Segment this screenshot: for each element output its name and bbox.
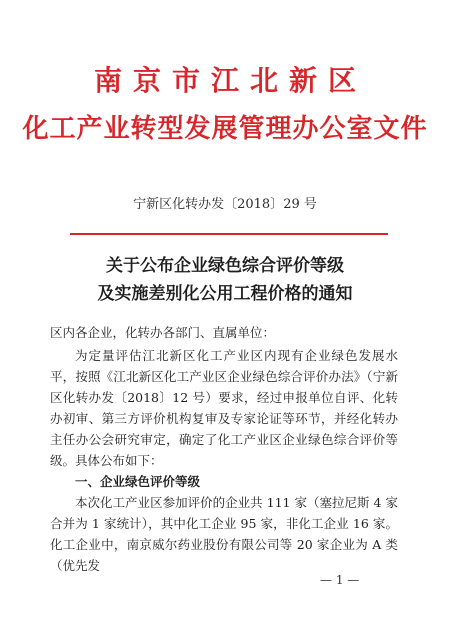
document-number: 宁新区化转办发〔2018〕29 号 bbox=[133, 197, 317, 212]
document-title-line1: 关于公布企业绿色综合评价等级 bbox=[106, 256, 344, 276]
section-heading: 一、企业绿色评价等级 bbox=[75, 474, 201, 489]
body-paragraph-2: 本次化工产业区参加评价的企业共 111 家（塞拉尼斯 4 家合并为 1 家统计），其中化工企业 95 家，非化工企业 16 家。化工企业中，南京威尔药业股份有限公司等 20 家企业为 A 类（优先发 bbox=[50, 495, 398, 573]
document-title bbox=[0, 252, 450, 308]
issuer-header-line2: 化工产业转型发展管理办公室文件 bbox=[22, 114, 428, 144]
page-number: — 1 — bbox=[320, 573, 360, 587]
issuer-header-line1: 南京市江北新区 bbox=[93, 64, 367, 97]
salutation: 区内各企业，化转办各部门、直属单位： bbox=[50, 325, 276, 340]
red-divider-line bbox=[70, 233, 388, 235]
body-paragraph-1: 为定量评估江北新区化工产业区内现有企业绿色发展水平，按照《江北新区化工产业区企业绿色综合评价办法》（宁新区化转办发〔2018〕12 号）要求，经过申报单位自评、化转办初审、第三方评价机构复审及专家论证等环节，并经化转办主任办公会研究审定，确定了化工产业区企业绿色综合评价等级。具体公布如下： bbox=[50, 348, 398, 468]
document-title-line2: 及实施差别化公用工程价格的通知 bbox=[97, 284, 353, 304]
